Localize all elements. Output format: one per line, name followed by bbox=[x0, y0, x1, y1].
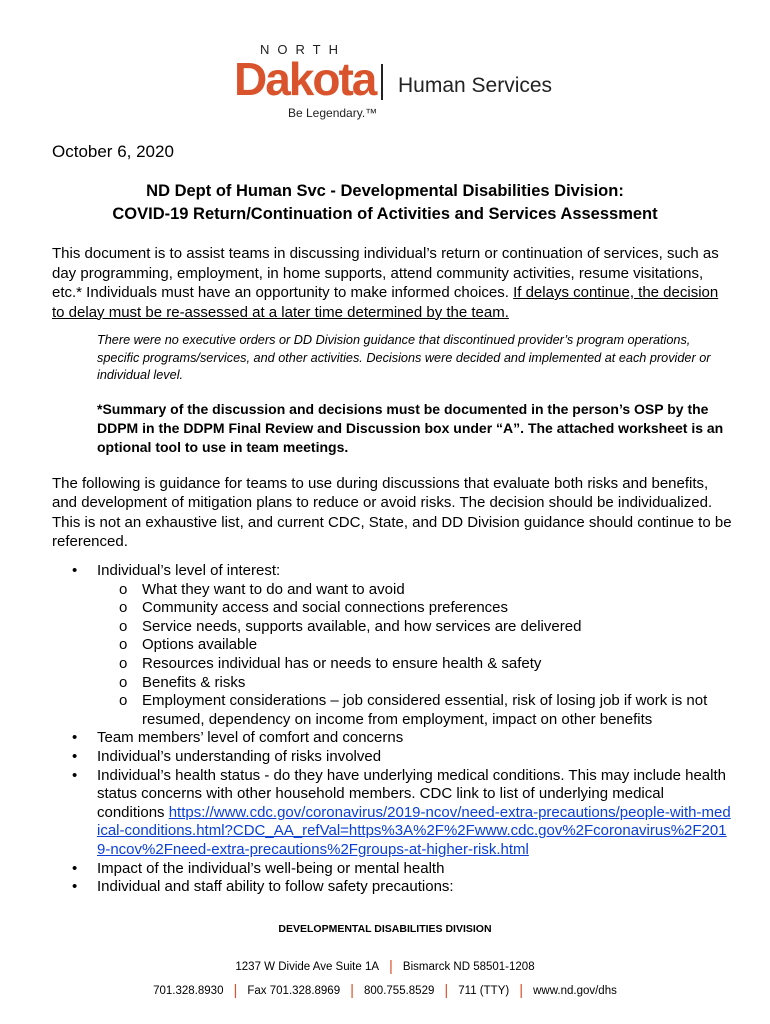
list-item bbox=[52, 748, 732, 767]
list-item bbox=[52, 878, 732, 897]
logo-human-services-text: Human Services bbox=[398, 74, 553, 97]
footer-separator: | bbox=[350, 982, 355, 999]
list-item bbox=[52, 562, 732, 729]
sub-list-item bbox=[97, 692, 732, 729]
footer-contact bbox=[0, 982, 770, 999]
guidance-list bbox=[52, 562, 732, 897]
sub-marker: o bbox=[119, 673, 128, 691]
footer-tty: 711 (TTY) bbox=[458, 985, 510, 997]
guidance-paragraph: The following is guidance for teams to use during discussions that evaluate both risks and benefits, and development of mitigation plans to reduce or avoid risks. The decision should be individualized. This is not an exhaustive list, and current CDC, State, and DD Division guidance should continue to be referenced. bbox=[52, 475, 732, 550]
logo-tagline: Be Legendary.™ bbox=[288, 106, 378, 120]
bullet-marker: • bbox=[72, 562, 78, 579]
sub-list-item bbox=[97, 599, 732, 618]
logo-north-text: NORTH bbox=[260, 42, 346, 57]
footer-fax: Fax 701.328.8969 bbox=[247, 985, 341, 997]
footer-city: Bismarck ND 58501-1208 bbox=[402, 961, 535, 973]
summary-paragraph: *Summary of the discussion and decisions must be documented in the person’s OSP by the DDPM in the DDPM Final Review and Discussion box under “A”. The attached worksheet is an optional tool to use in team meetings. bbox=[97, 401, 724, 455]
sub-list-item-text: What they want to do and want to avoid bbox=[142, 580, 405, 598]
document-title bbox=[40, 180, 730, 226]
list-item bbox=[52, 767, 732, 860]
intro-underlined-text: If delays continue, the decision to delay must be re-assessed at a later time determined by the team. bbox=[52, 284, 719, 321]
list-item bbox=[52, 860, 732, 879]
footer-phone: 701.328.8930 bbox=[153, 985, 224, 997]
footer-street: 1237 W Divide Ave Suite 1A bbox=[235, 961, 380, 973]
sub-list-item bbox=[97, 618, 732, 637]
note-paragraph: There were no executive orders or DD Division guidance that discontinued provider’s program operations, specific programs/services, and other activities. Decisions were decided and implemented at each provider or individual level. bbox=[97, 333, 711, 382]
sub-marker: o bbox=[119, 654, 128, 672]
footer-separator: | bbox=[233, 982, 238, 999]
list-item-text: Individual and staff ability to follow safety precautions: bbox=[97, 878, 454, 896]
sub-marker: o bbox=[119, 599, 128, 617]
document-date: October 6, 2020 bbox=[52, 142, 174, 161]
footer-address bbox=[0, 958, 770, 975]
footer-separator: | bbox=[389, 958, 393, 975]
footer-tollfree: 800.755.8529 bbox=[364, 985, 435, 997]
sub-marker: o bbox=[119, 636, 128, 654]
bullet-marker: • bbox=[72, 859, 78, 877]
list-item-text: Individual’s understanding of risks involved bbox=[97, 747, 382, 765]
sub-list-item bbox=[97, 636, 732, 655]
sub-list-item-text: Employment considerations – job considered essential, risk of losing job if work is not resumed, dependency on income from employment, impact on other benefits bbox=[142, 692, 708, 728]
list-item-text: Individual’s level of interest: bbox=[97, 562, 281, 579]
list-item-text: Impact of the individual’s well-being or mental health bbox=[97, 859, 445, 877]
list-item bbox=[52, 729, 732, 748]
footer-website: www.nd.gov/dhs bbox=[533, 985, 617, 997]
intro-text: This document is to assist teams in discussing individual’s return or continuation of services, such as day programming, employment, in home supports, attend community activities, resume visitations, etc.* Individuals must have an opportunity to make informed choices. bbox=[52, 245, 719, 301]
sub-list-item-text: Resources individual has or needs to ensure health & safety bbox=[142, 654, 542, 672]
cdc-link[interactable]: https://www.cdc.gov/coronavirus/2019-ncov/need-extra-precautions/people-with-medical-conditions.html?CDC_AA_refVal=https%3A%2F%2Fwww.cdc.gov%2Fcoronavirus%2F2019-ncov%2Fneed-extra-precautions%2Fgroups-at-higher-risk.html bbox=[97, 803, 731, 858]
sub-list-item-text: Options available bbox=[142, 636, 258, 654]
sub-list-item bbox=[97, 581, 732, 600]
sub-list-item-text: Community access and social connections preferences bbox=[142, 599, 509, 617]
sub-list-item bbox=[97, 655, 732, 674]
bullet-marker: • bbox=[72, 766, 78, 784]
bullet-marker: • bbox=[72, 878, 78, 896]
sub-list-item-text: Benefits & risks bbox=[142, 673, 246, 691]
logo-dakota-text: Dakota bbox=[234, 53, 376, 105]
sub-list-item-text: Service needs, supports available, and how services are delivered bbox=[142, 617, 582, 635]
footer-separator: | bbox=[444, 982, 449, 999]
bullet-marker: • bbox=[72, 747, 78, 765]
list-item-text: Team members’ level of comfort and concerns bbox=[97, 729, 404, 747]
footer-division-name: DEVELOPMENTAL DISABILITIES DIVISION bbox=[278, 923, 492, 935]
intro-paragraph bbox=[52, 244, 732, 322]
nd-human-services-logo bbox=[230, 42, 560, 127]
title-line-2: COVID-19 Return/Continuation of Activities and Services Assessment bbox=[112, 205, 658, 223]
sub-list bbox=[97, 581, 732, 730]
logo-divider bbox=[381, 64, 383, 100]
footer-separator: | bbox=[519, 982, 524, 999]
sub-marker: o bbox=[119, 692, 128, 710]
sub-marker: o bbox=[119, 580, 128, 598]
list-item-text: Individual’s health status - do they have underlying medical conditions. This may include health status concerns with other household members. CDC link to list of underlying medical conditions bbox=[97, 766, 726, 821]
sub-list-item bbox=[97, 674, 732, 693]
title-line-1: ND Dept of Human Svc - Developmental Disabilities Division: bbox=[146, 182, 624, 200]
sub-marker: o bbox=[119, 617, 128, 635]
bullet-marker: • bbox=[72, 729, 78, 747]
